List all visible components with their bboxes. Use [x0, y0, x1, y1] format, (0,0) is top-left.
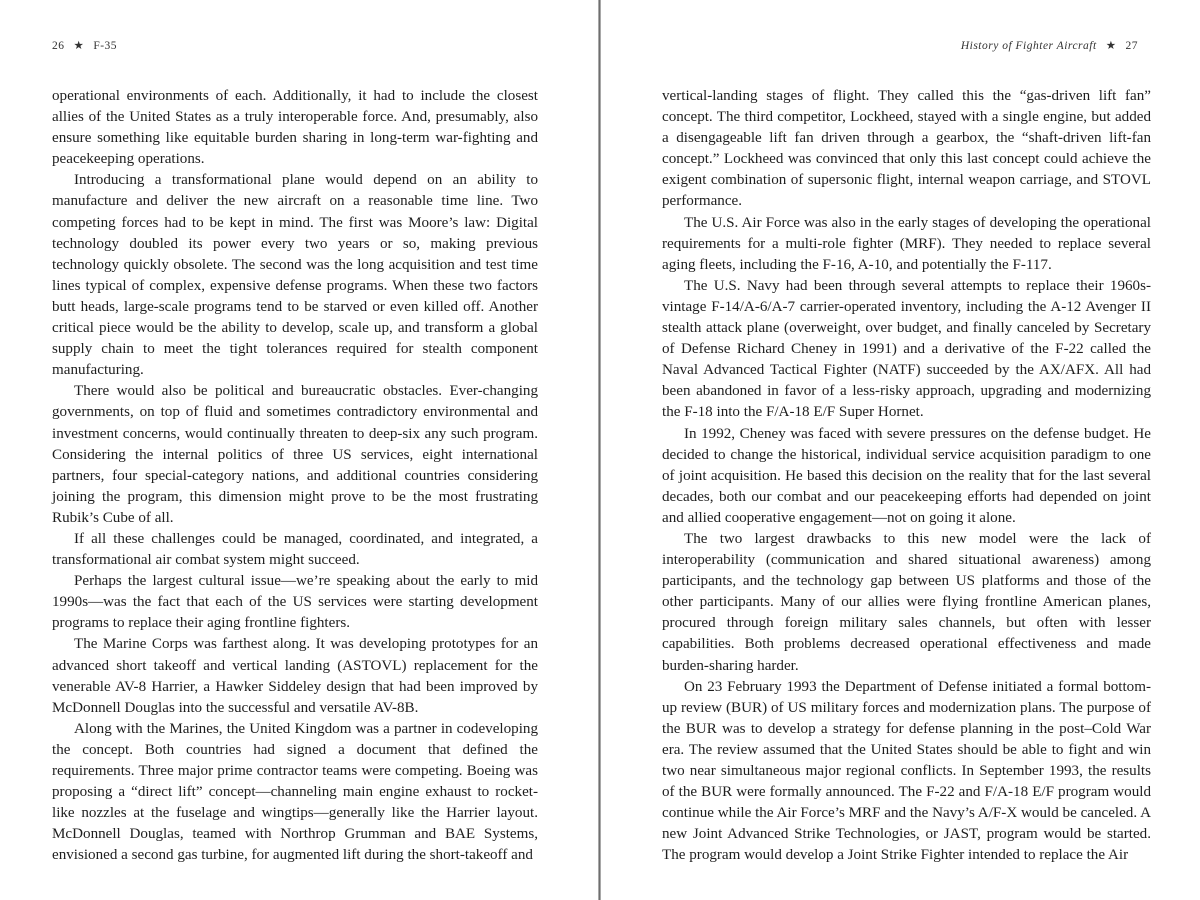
left-page — [0, 0, 598, 900]
right-page-number: 27 — [1125, 40, 1138, 52]
left-text-block — [52, 86, 538, 866]
paragraph: Along with the Marines, the United Kingdom was a partner in codeveloping the concept. Both countries had signed a document that defined the requirements. Three major prime contractor teams were competing. Boeing was proposing a “direct lift” concept—channeling main engine exhaust to rocket-like nozzles at the fuselage and wingtips—generally like the Harrier layout. McDonnell Douglas, teamed with Northrop Grumman and BAE Systems, envisioned a second gas turbine, for augmented lift during the short-takeoff and — [52, 720, 538, 864]
right-page — [601, 0, 1200, 900]
right-text-block — [662, 86, 1151, 866]
paragraph: operational environments of each. Additionally, it had to include the closest allies of the United States as a truly interoperable force. And, presumably, also ensure something like equitable burden sharing in long-term war-fighting and peacekeeping operations. — [52, 88, 538, 168]
left-running-title: F-35 — [93, 40, 118, 52]
paragraph: There would also be political and bureaucratic obstacles. Ever-changing governments, on top of fluid and sometimes contradictory environmental and investment concerns, would continually threaten to deep-six any such program. Considering the internal politics of three US services, eight international partners, four special-category nations, and additional countries considering joining the program, this dimension might prove to be the most frustrating Rubik’s Cube of all. — [52, 383, 538, 526]
star-separator-icon: ★ — [1105, 40, 1117, 52]
paragraph: If all these challenges could be managed, coordinated, and integrated, a transformational air combat system might succeed. — [52, 530, 538, 569]
paragraph: On 23 February 1993 the Department of Defense initiated a formal bottom-up review (BUR) of US military forces and modernization plans. The purpose of the BUR was to develop a strategy for defense planning in the post–Cold War era. The review assumed that the United States should be able to fight and win two near simultaneous major regional conflicts. In September 1993, the results of the BUR were formally announced. The F-22 and F/A-18 E/F program would continue while the Air Force’s MRF and the Navy’s A/F-X would be canceled. A new Joint Advanced Strike Technologies, or JAST, program would be started. The program would develop a Joint Strike Fighter intended to replace the Air — [662, 678, 1151, 864]
right-running-head — [961, 38, 1138, 52]
paragraph: vertical-landing stages of flight. They called this the “gas-driven lift fan” concept. The third competitor, Lockheed, stayed with a single engine, but added a disengageable lift fan driven through a gearbox, the “shaft-driven lift-fan concept.” Lockheed was convinced that only this last concept could achieve the exigent combination of supersonic flight, internal weapon carriage, and STOVL performance. — [662, 88, 1151, 210]
left-running-head — [52, 38, 117, 52]
left-page-number: 26 — [52, 40, 65, 52]
paragraph: In 1992, Cheney was faced with severe pressures on the defense budget. He decided to change the historical, individual service acquisition paradigm to one of joint acquisition. He based this decision on the reality that for the last several decades, both our combat and our peacekeeping efforts had depended on joint and allied cooperative engagement—not on going it alone. — [662, 425, 1151, 526]
paragraph: The two largest drawbacks to this new model were the lack of interoperability (communication and shared situational awareness) among participants, and the technology gap between US platforms and those of the other participants. Many of our allies were flying frontline American planes, procured through foreign military sales channels, but often with lesser capabilities. Both problems decreased operational effectiveness and made burden-sharing harder. — [662, 530, 1151, 674]
star-separator-icon: ★ — [73, 40, 85, 52]
paragraph: The U.S. Navy had been through several attempts to replace their 1960s-vintage F-14/A-6/A-7 carrier-operated inventory, including the A-12 Avenger II stealth attack plane (overweight, over budget, and finally canceled by Secretary of Defense Richard Cheney in 1991) and a derivative of the F-22 called the Naval Advanced Tactical Fighter (NATF) succeeded by the AX/AFX. All had been abandoned in favor of a less-risky approach, upgrading and modernizing the F-18 into the F/A-18 E/F Super Hornet. — [662, 277, 1151, 421]
paragraph: Introducing a transformational plane would depend on an ability to manufacture and deliver the new aircraft on a reasonable time line. Two competing forces had to be kept in mind. The first was Moore’s law: Digital technology doubled its power every two years or so, making previous technology quickly obsolete. The second was the long acquisition and test time lines typical of complex, expensive defense programs. When these two factors butt heads, large-scale programs tend to be starved or even killed off. Another critical piece would be the ability to develop, scale up, and transform a global supply chain to meet the tight tolerances required for stealth component manufacturing. — [52, 172, 538, 379]
paragraph: Perhaps the largest cultural issue—we’re speaking about the early to mid 1990s—was the fact that each of the US services were starting development programs to replace their aging frontline fighters. — [52, 573, 538, 632]
paragraph: The U.S. Air Force was also in the early stages of developing the operational requirements for a multi-role fighter (MRF). They needed to replace several aging fleets, including the F-16, A-10, and potentially the F-117. — [662, 214, 1151, 273]
right-running-title: History of Fighter Aircraft — [960, 40, 1097, 52]
paragraph: The Marine Corps was farthest along. It was developing prototypes for an advanced short takeoff and vertical landing (ASTOVL) replacement for the venerable AV-8 Harrier, a Hawker Siddeley design that had been improved by McDonnell Douglas into the successful and versatile AV-8B. — [52, 636, 538, 716]
